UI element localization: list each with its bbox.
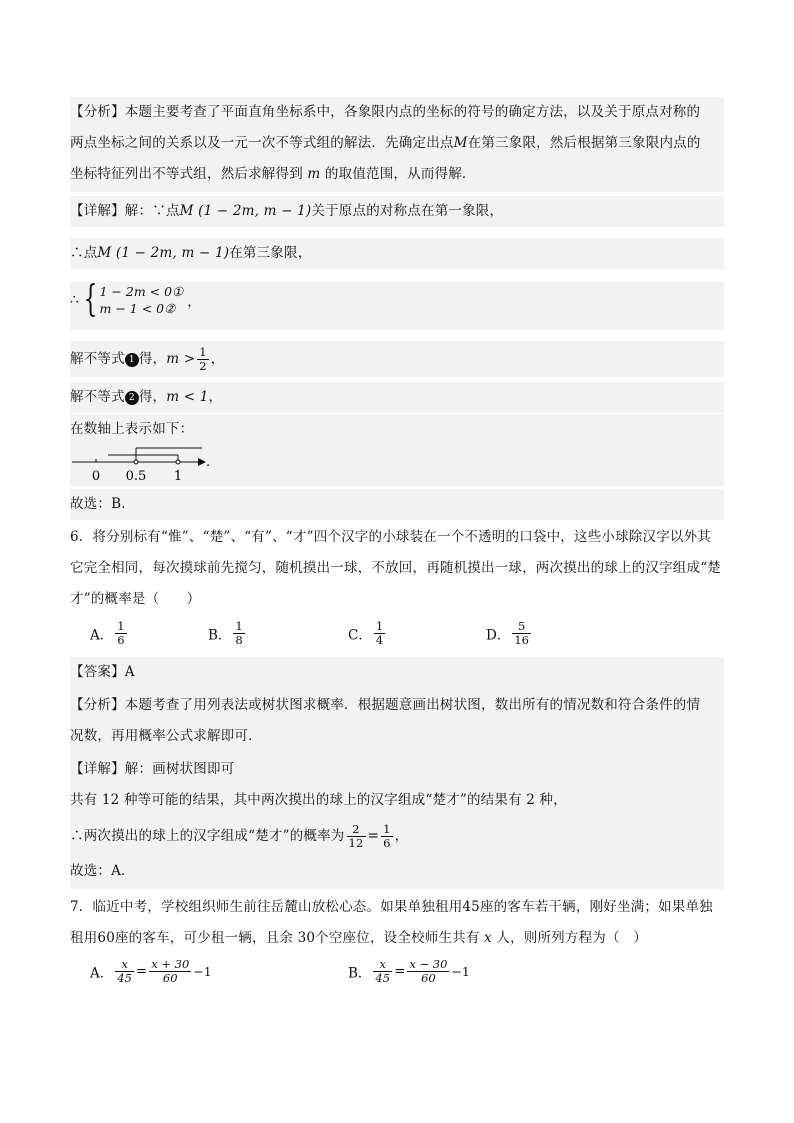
text: 人，则所列方程为（ ） [496, 930, 648, 946]
denominator: 8 [235, 633, 243, 647]
arrow-right-icon [198, 458, 206, 466]
q6-option-c[interactable] [348, 620, 387, 647]
tick-label-half: 0.5 [125, 469, 147, 484]
equals-sign: = [394, 963, 406, 980]
text: 得， [138, 389, 167, 405]
math-expr: m < 1 [166, 389, 209, 405]
fraction [233, 620, 244, 647]
text: ∴两次摸出的球上的汉字组成“楚才”的概率为 [70, 828, 345, 844]
fraction [197, 346, 209, 373]
numberline-title: 在数轴上表示如下： [70, 421, 194, 437]
text: ∴点 [70, 245, 98, 261]
math-point: M (1 − 2m, m − 1) [97, 245, 230, 261]
open-point-half [134, 460, 138, 464]
text: 租用60座的客车，可少租一辆，且余 30个空座位，设全校师生共有 [70, 930, 480, 946]
number-line-figure [70, 442, 220, 484]
text: 在第三象限，然后根据第三象限内点的 [467, 135, 701, 151]
q6-stem-line1: 6．将分别标有“惟”、“楚”、“有”、“才”四个汉字的小球装在一个不透明的口袋中，这些小球除汉字以外其 [70, 529, 712, 545]
math-var: M [453, 135, 468, 151]
numerator: x [373, 958, 392, 972]
denominator: 16 [514, 633, 529, 647]
denominator: 45 [117, 971, 132, 985]
text: 的取值范围，从而得解． [324, 166, 476, 182]
q7-option-b[interactable] [348, 958, 470, 985]
text: 【详解】解：∵点 [70, 203, 180, 219]
denominator: 45 [375, 971, 391, 985]
q5-analysis-line2 [70, 128, 724, 159]
math-var: m [307, 166, 321, 182]
q5-detail-line1 [70, 196, 724, 227]
numerator: 1 [375, 619, 384, 633]
q6-detail-line2: 共有 12 种等可能的结果，其中两次摸出的球上的汉字组成“楚才”的结果有 2 种， [70, 792, 567, 808]
q6-option-d[interactable] [486, 620, 533, 647]
option-label: D． [486, 627, 511, 644]
denominator: 6 [383, 836, 391, 850]
math-point: M (1 − 2m, m − 1) [179, 203, 312, 219]
option-label: A． [90, 965, 114, 982]
fraction [373, 958, 392, 985]
q5-numberline-block [70, 414, 724, 486]
q6-option-b[interactable] [208, 620, 247, 647]
text: −1 [451, 964, 470, 979]
text: 坐标特征列出不等式组，然后求解得到 [70, 166, 303, 182]
numerator: 2 [347, 823, 366, 837]
equals-sign: = [135, 963, 148, 980]
q6-stem-line3: 才”的概率是（ ） [70, 591, 201, 607]
text: 两点坐标之间的关系以及一元一次不等式组的解法．先确定出点 [70, 135, 454, 151]
q5-choice: 故选：B． [70, 489, 724, 520]
q6-analysis-line1: 【分析】本题考查了用列表法或树状图求概率．根据题意画出树状图，数出所有的情况数和符合条件的情 [70, 697, 701, 713]
text: 在第三象限， [229, 245, 312, 261]
denominator: 60 [421, 971, 436, 985]
q7-option-a[interactable] [90, 958, 212, 985]
option-label: B． [348, 965, 372, 982]
q5-solve-1 [70, 341, 724, 377]
fraction [149, 958, 191, 985]
text: ， [187, 294, 201, 310]
text: 解不等式 [70, 351, 125, 367]
q7-stem-line1: 7．临近中考，学校组织师生前往岳麓山放松心态。如果单独租用45座的客车若干辆，刚好坐满；如果单独 [70, 899, 713, 915]
text: ， [208, 389, 223, 405]
q5-analysis-block [70, 97, 724, 192]
q5-detail-line2 [70, 238, 724, 269]
option-label: C． [348, 627, 372, 644]
math-expr: m > [166, 351, 196, 367]
fraction [407, 958, 449, 985]
numerator: x [115, 958, 134, 972]
numerator: 1 [383, 822, 391, 836]
numerator: x + 30 [151, 957, 190, 971]
text: 解不等式 [70, 389, 125, 405]
fraction [347, 823, 366, 850]
fraction [374, 620, 385, 647]
text: 得， [138, 351, 167, 367]
math-var: x [484, 930, 492, 946]
fraction [381, 823, 393, 850]
q7-stem-line2 [70, 923, 724, 954]
fraction [115, 620, 126, 647]
text: ， [210, 351, 225, 367]
numerator: x − 30 [409, 957, 448, 971]
left-brace-icon: { [83, 279, 97, 320]
text: −1 [193, 964, 212, 979]
system-row-1: 1 − 2m < 0① [99, 284, 184, 299]
q5-analysis-line1: 【分析】本题主要考查了平面直角坐标系中，各象限内点的坐标的符号的确定方法，以及关于原点对称的 [70, 104, 701, 120]
q6-solution-block [70, 657, 724, 889]
numerator: 1 [117, 619, 125, 633]
denominator: 12 [348, 836, 364, 850]
q6-choice: 故选：A． [70, 863, 135, 879]
circled-number-icon: 2 [125, 391, 139, 405]
numerator: 5 [512, 620, 531, 634]
q6-option-a[interactable] [90, 620, 129, 647]
q6-answer: 【答案】A [70, 664, 135, 680]
denominator: 2 [199, 359, 207, 373]
text: ， [394, 828, 409, 844]
option-label: B． [208, 627, 232, 644]
denominator: 60 [162, 971, 178, 985]
q5-analysis-line3 [70, 159, 724, 190]
system-row-2: m − 1 < 0② [99, 301, 176, 316]
system-rows [100, 283, 184, 317]
open-point-one [176, 460, 180, 464]
text: ． [206, 454, 220, 470]
denominator: 6 [117, 633, 125, 647]
tick-label-1: 1 [173, 469, 183, 484]
numerator: 1 [235, 619, 243, 633]
fraction [115, 958, 134, 985]
q6-analysis-line2: 况数，再用概率公式求解即可． [70, 728, 262, 744]
q6-detail-line1: 【详解】解：画树状图即可 [70, 761, 235, 777]
option-label: A． [90, 627, 114, 644]
equals-sign: = [367, 828, 380, 844]
circled-number-icon: 1 [125, 353, 139, 367]
denominator: 4 [375, 633, 384, 647]
q6-stem-line2: 它完全相同，每次摸球前先搅匀，随机摸出一球，不放回，再随机摸出一球，两次摸出的球上的汉字组成“楚 [70, 560, 722, 576]
text: 关于原点的对称点在第一象限， [311, 203, 504, 219]
numerator: 1 [199, 345, 207, 359]
tick-label-0: 0 [91, 469, 101, 484]
fraction [512, 620, 531, 647]
q5-solve-2 [70, 382, 724, 413]
q5-inequality-system [70, 279, 724, 330]
therefore-symbol: ∴ [70, 292, 79, 308]
q6-detail-line3 [70, 816, 724, 856]
